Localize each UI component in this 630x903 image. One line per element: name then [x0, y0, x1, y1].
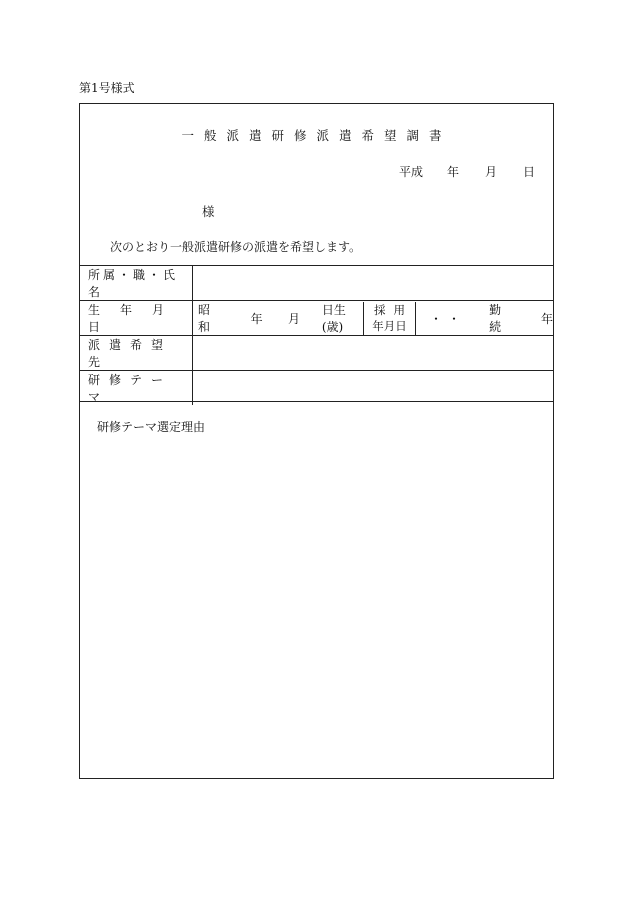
tenure-label: 勤続 [489, 303, 502, 334]
date-era: 平成 [398, 165, 423, 179]
hire-label-bottom: 年月日 [372, 319, 407, 333]
intro-text: 次のとおり一般派遣研修の派遣を希望します。 [110, 240, 362, 254]
theme-label [80, 371, 192, 405]
birth-era: 昭和 [198, 303, 211, 334]
date-day-unit: 日 [522, 165, 535, 179]
birth-day-age: 日生(歳) [321, 303, 346, 334]
birth-label-text: 生年月日 [88, 303, 185, 334]
theme-label-text: 研修テーマ [88, 373, 173, 404]
birth-cell [193, 302, 553, 335]
birth-row [80, 301, 553, 336]
form-frame [79, 103, 554, 779]
reason-label: 研修テーマ選定理由 [97, 420, 206, 434]
hire-dots: ・・ [430, 311, 467, 326]
date-line [399, 163, 535, 180]
affiliation-label [80, 266, 192, 300]
affiliation-row [80, 266, 553, 301]
form-title: 一般派遣研修派遣希望調書 [181, 128, 452, 143]
destination-row [80, 336, 553, 371]
addressee-suffix: 様 [202, 204, 215, 219]
birth-month-unit: 月 [288, 311, 301, 326]
hire-tenure-field[interactable] [416, 302, 553, 335]
applicant-table [80, 265, 553, 405]
date-month-unit: 月 [484, 165, 497, 179]
affiliation-value[interactable] [193, 266, 554, 301]
tenure-unit: 年 [540, 311, 553, 326]
date-year-unit: 年 [446, 165, 459, 179]
hire-label-top: 採用 [374, 303, 413, 317]
form-number: 第1号様式 [79, 81, 135, 95]
theme-value[interactable] [193, 371, 554, 406]
destination-value[interactable] [193, 336, 554, 371]
birth-label [80, 301, 192, 335]
destination-label-text: 派遣希望先 [88, 338, 173, 369]
destination-label [80, 336, 192, 370]
theme-row [80, 371, 553, 406]
birth-date-field[interactable] [193, 302, 364, 335]
birth-year-unit: 年 [250, 311, 263, 326]
affiliation-label-text: 所属・職・氏名 [88, 268, 179, 299]
hire-date-label [364, 302, 416, 335]
reason-section[interactable] [80, 401, 553, 778]
